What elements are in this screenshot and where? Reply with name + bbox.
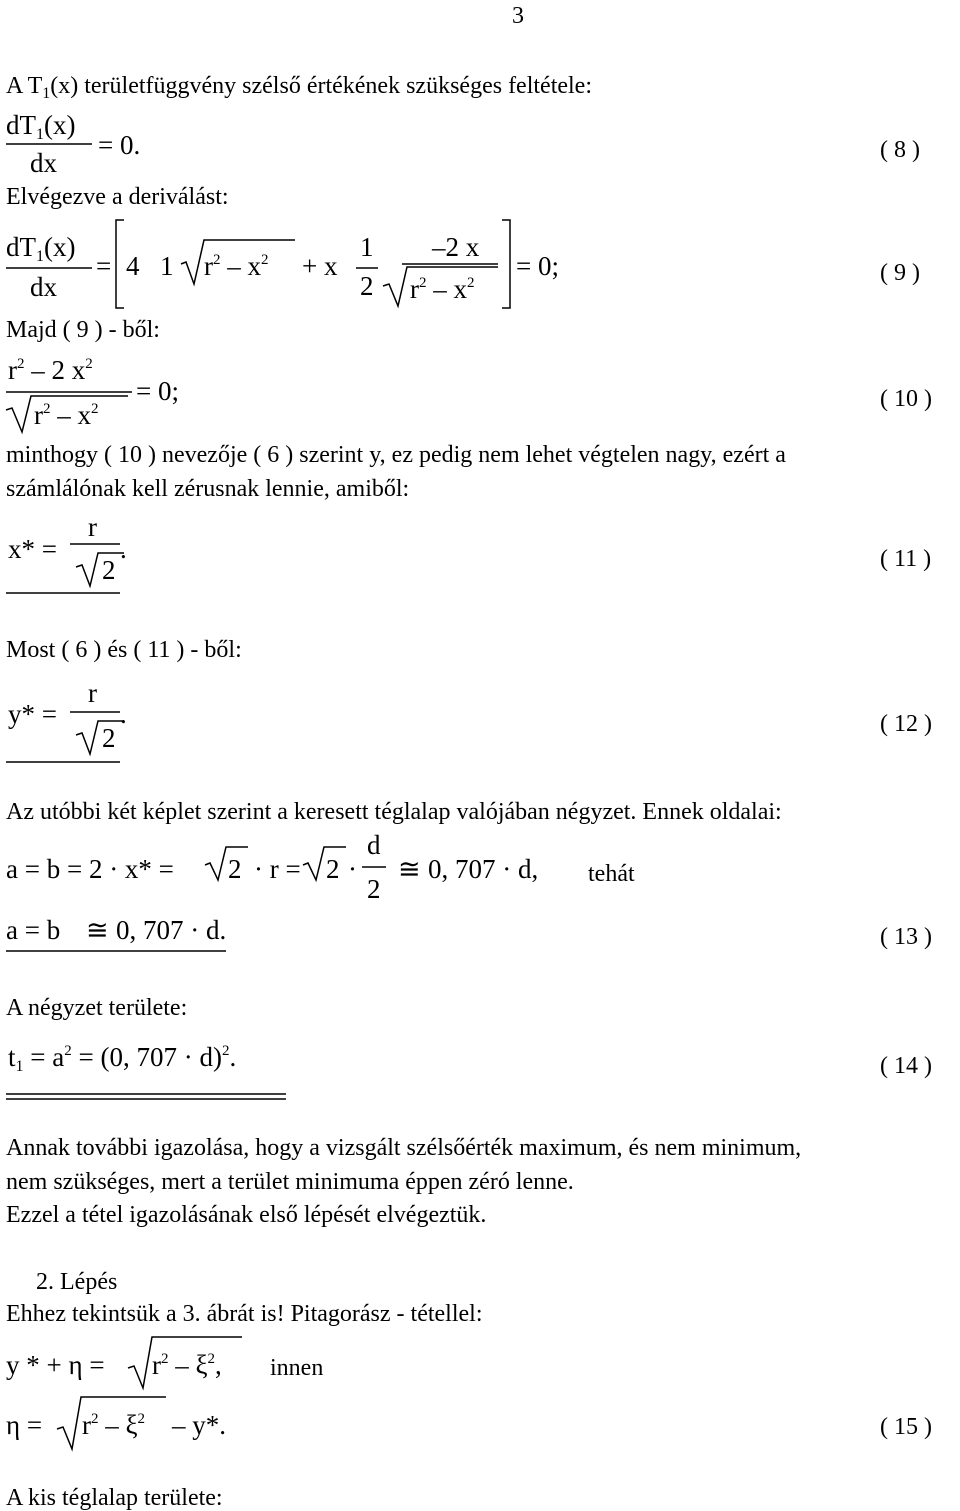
eq8-number: ( 8 ) — [880, 137, 920, 163]
eq9-number: ( 9 ) — [880, 260, 920, 286]
eq9-eq: = — [96, 251, 112, 281]
majd-line: Majd ( 9 ) - ből: — [6, 317, 160, 343]
eq12-denominator: 2 — [102, 723, 116, 753]
eq14-number: ( 14 ) — [880, 1053, 932, 1079]
eq13a-part-3: · r = — [254, 854, 301, 884]
eq9-one: 1 — [160, 251, 174, 281]
most-line: Most ( 6 ) és ( 11 ) - ből: — [6, 637, 242, 663]
eq12-dot: . — [120, 699, 127, 729]
eq10-denominator: $r^2 - x^2$ — [34, 400, 99, 430]
eq13-number: ( 13 ) — [880, 924, 932, 950]
eq8-denominator: dx — [30, 148, 57, 178]
eq9-plus-x: + x — [302, 251, 338, 281]
eq12-lhs: y* = — [8, 699, 57, 729]
eq11-dot: . — [120, 534, 127, 564]
intro-line: A $T_1(x)$ területfüggvény szélső értékének szükséges feltétele: — [6, 73, 593, 102]
last-line: A kis téglalap területe: — [6, 1485, 223, 1511]
eq15-root: $r^2 - \xi^2$ — [82, 1410, 146, 1440]
eq13a-frac-num: d — [367, 830, 381, 860]
eq15-lhs: η = — [6, 1410, 43, 1440]
paragraph-3-line-2: nem szükséges, mert a terület minimuma éppen zéró lenne. — [6, 1169, 574, 1195]
paragraph-3-line-1: Annak további igazolása, hogy a vizsgált szélsőérték maximum, és nem minimum, — [6, 1135, 802, 1161]
ehhez-line: Ehhez tekintsük a 3. ábrát is! Pitagorász - tétellel: — [6, 1301, 483, 1327]
eq9-denominator: dx — [30, 272, 57, 302]
eq13-lhs: a = b — [6, 915, 61, 945]
eq11-numerator: r — [88, 512, 97, 542]
eq10-number: ( 10 ) — [880, 386, 932, 412]
eq-ystar-lhs: y * + η = — [6, 1350, 105, 1380]
eq13-approx: ≅ — [86, 915, 109, 945]
eq13a-part-1: a = b = 2 · x* = — [6, 854, 174, 884]
eq9-root-content: $r^2 - x^2$ — [204, 251, 269, 281]
eq15-number: ( 15 ) — [880, 1414, 932, 1440]
eq12-numerator: r — [88, 678, 97, 708]
eq13a-root-1: 2 — [228, 854, 242, 884]
area-line: A négyzet területe: — [6, 995, 188, 1021]
paragraph-2: Az utóbbi két képlet szerint a keresett téglalap valójában négyzet. Ennek oldalai: — [6, 799, 782, 825]
eq11-number: ( 11 ) — [880, 546, 932, 572]
section-heading: 2. Lépés — [36, 1269, 118, 1295]
eq9-four: 4 — [126, 251, 140, 281]
eq10-numerator: $r^2 - 2$ $x^2$ — [8, 355, 93, 385]
derivation-line: Elvégezve a deriválást: — [6, 184, 229, 210]
eq-ystar-innen: innen — [270, 1355, 324, 1381]
eq13a-value: 0, 707 · d, — [428, 854, 539, 884]
eq11-lhs: x* = — [8, 534, 57, 564]
paragraph-1-line-1: minthogy ( 10 ) nevezője ( 6 ) szerint y, ez pedig nem lehet végtelen nagy, ezért a — [6, 442, 786, 468]
eq9-half-num: 1 — [360, 232, 374, 262]
paragraph-1-line-2: számlálónak kell zérusnak lennie, amiből: — [6, 476, 410, 502]
eq12-number: ( 12 ) — [880, 711, 932, 737]
paragraph-3-line-3: Ezzel a tétel igazolásának első lépését elvégeztük. — [6, 1202, 487, 1228]
eq9-half-den: 2 — [360, 271, 374, 301]
page-number: 3 — [512, 3, 524, 29]
eq11-denominator: 2 — [102, 555, 116, 585]
eq13a-root-2: 2 — [326, 854, 340, 884]
eq15-tail: – y*. — [172, 1410, 226, 1440]
eq10-rhs: = 0; — [136, 376, 179, 406]
eq13a-frac-den: 2 — [367, 874, 381, 904]
eq8-numerator: dT1(x) — [6, 110, 76, 143]
eq9-inner-den: $r^2 - x^2$ — [410, 274, 475, 304]
eq9-inner-num: –2 x — [432, 232, 480, 262]
eq13a-approx: ≅ — [398, 854, 421, 884]
eq13a-tehat: tehát — [588, 861, 635, 887]
eq13a-dot: · — [348, 854, 357, 884]
eq8-rhs: = 0. — [98, 130, 141, 160]
eq9-numerator: dT1(x) — [6, 232, 76, 265]
eq-ystar-root: $r^2 - \xi^2$, — [152, 1350, 222, 1380]
eq9-rhs: = 0; — [516, 251, 559, 281]
eq14-formula: $t1 = a^2 = (0$, 707 · d)$^2$. — [8, 1042, 237, 1075]
eq13-rhs: 0, 707 · d. — [116, 915, 227, 945]
